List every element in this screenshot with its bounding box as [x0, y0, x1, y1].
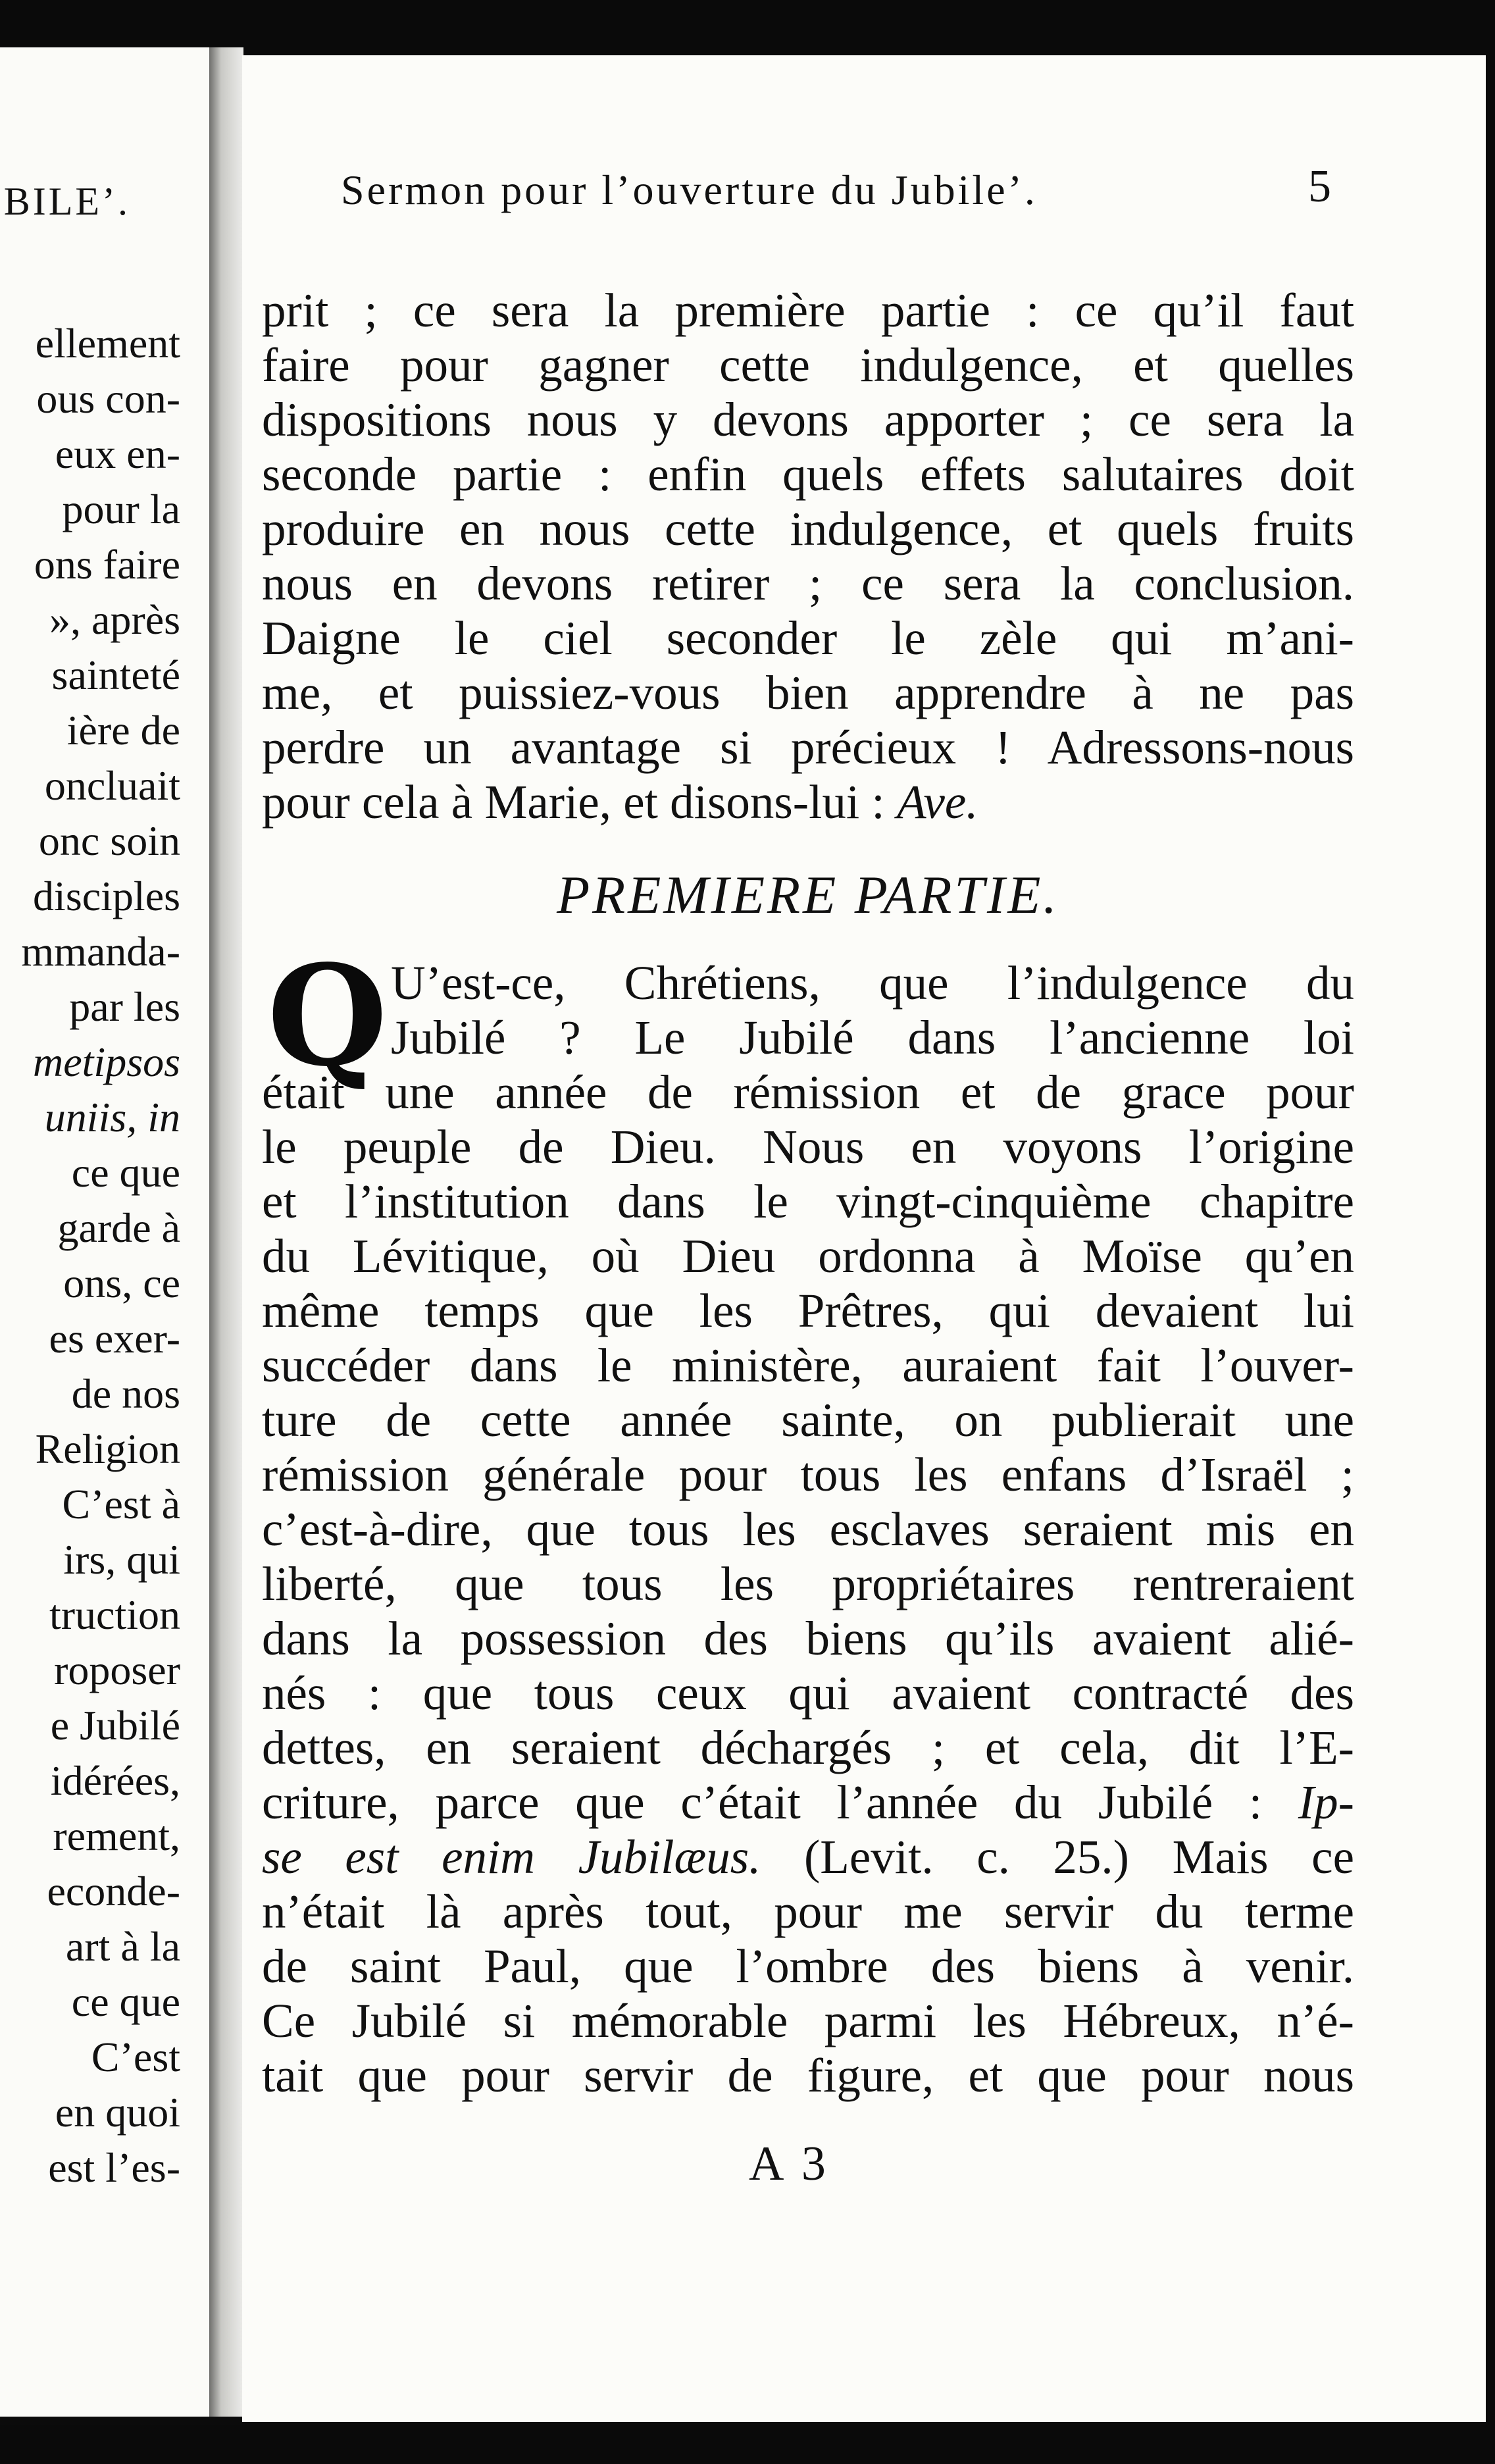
- scan-border-right: [1486, 0, 1495, 2464]
- intro-last-line: [262, 775, 1354, 829]
- left-page-text: [0, 316, 180, 2195]
- text-line: prit ; ce sera la première partie : ce qu’il faut: [262, 284, 1354, 337]
- left-text-line: Religion: [35, 1425, 180, 1472]
- text-line: Jubilé ? Le Jubilé dans l’ancienne loi: [391, 1011, 1354, 1064]
- left-text-line: en quoi: [55, 2089, 180, 2136]
- scan-border-bottom: [0, 2425, 1495, 2464]
- text-line: était une année de rémission et de grace pour: [262, 1065, 1354, 1119]
- text-line: du Lévitique, où Dieu ordonna à Moïse qu’en: [262, 1229, 1354, 1283]
- left-text-line: ellement: [35, 320, 180, 367]
- left-text-line: est l’es-: [48, 2144, 180, 2191]
- body-line-text: criture, parce que c’était l’année du Jubilé :: [262, 1776, 1263, 1829]
- drop-cap-lines: [262, 956, 1354, 1065]
- citation: (Levit. c. 25.) Mais ce: [803, 1830, 1354, 1884]
- text-line: produire en nous cette indulgence, et quels fruits: [262, 502, 1354, 555]
- text-line: perdre un avantage si précieux ! Adressons-nous: [262, 721, 1354, 774]
- left-text-line: ce que: [71, 1149, 180, 1196]
- left-text-line: », après: [49, 596, 180, 643]
- text-line: Ce Jubilé si mémorable parmi les Hébreux, n’é-: [262, 1994, 1354, 2047]
- left-text-line: art à la: [65, 1923, 180, 1970]
- left-text-line: ière de: [66, 707, 180, 754]
- left-text-line: truction: [49, 1591, 180, 1638]
- text-line: seconde partie : enfin quels effets salutaires doit: [262, 448, 1354, 501]
- left-text-line: econde-: [47, 1868, 180, 1914]
- ave-word: Ave.: [896, 775, 978, 829]
- left-text-line: sainteté: [51, 652, 180, 698]
- text-line: même temps que les Prêtres, qui devaient lui: [262, 1284, 1354, 1337]
- left-text-line: pour la: [62, 486, 180, 532]
- left-text-line: oncluait: [44, 762, 180, 809]
- left-text-line: C’est: [91, 2034, 180, 2080]
- left-text-line: rement,: [53, 1812, 180, 1859]
- text-line: n’était là après tout, pour me servir du terme: [262, 1885, 1354, 1938]
- text-line: de saint Paul, que l’ombre des biens à venir.: [262, 1939, 1354, 1993]
- left-page-fragment: [0, 47, 213, 2417]
- left-text-line: onc soin: [38, 817, 180, 864]
- left-text-line: idérées,: [50, 1757, 180, 1804]
- text-line: rémission générale pour tous les enfans d’Israël ;: [262, 1448, 1354, 1501]
- left-running-head: BILE’.: [3, 180, 130, 223]
- text-line: nés : que tous ceux qui avaient contracté des: [262, 1666, 1354, 1720]
- recto-page: [242, 55, 1486, 2422]
- left-text-line: ons, ce: [63, 1260, 180, 1306]
- text-line: U’est-ce, Chrétiens, que l’indulgence du: [391, 956, 1354, 1010]
- text-line: tait que pour servir de figure, et que pour nous: [262, 2049, 1354, 2102]
- text-line: me, et puissiez-vous bien apprendre à ne pas: [262, 666, 1354, 719]
- text-line: nous en devons retirer ; ce sera la conclusion.: [262, 557, 1354, 610]
- left-text-line: par les: [69, 983, 180, 1030]
- text-line: Daigne le ciel seconder le zèle qui m’ani-: [262, 611, 1354, 665]
- left-text-line: roposer: [54, 1647, 180, 1693]
- paragraph-lines: [262, 1065, 1354, 1775]
- text-line: dettes, en seraient déchargés ; et cela, dit l’E-: [262, 1721, 1354, 1774]
- left-text-line: eux en-: [55, 430, 180, 477]
- left-text-line: irs, qui: [63, 1536, 180, 1583]
- running-head: Sermon pour l’ouverture du Jubile’.: [341, 167, 1038, 213]
- first-paragraph: [262, 935, 1354, 2103]
- left-text-line: C’est à: [62, 1481, 180, 1527]
- left-text-line: uniis, in: [44, 1094, 180, 1141]
- body-text: [262, 283, 1354, 2103]
- text-line: faire pour gagner cette indulgence, et quelles: [262, 338, 1354, 392]
- latin-quote-end: se est enim Jubilæus.: [262, 1830, 761, 1884]
- left-text-line: ous con-: [36, 375, 180, 422]
- left-text-line: garde à: [57, 1204, 180, 1251]
- left-text-line: disciples: [33, 873, 180, 919]
- text-line: c’est-à-dire, que tous les esclaves seraient mis en: [262, 1502, 1354, 1556]
- page-number: 5: [1308, 161, 1331, 212]
- text-line: liberté, que tous les propriétaires rentreraient: [262, 1557, 1354, 1610]
- intro-paragraph: [262, 283, 1354, 775]
- latin-quote-start: Ip-: [1298, 1776, 1354, 1829]
- left-text-line: es exer-: [49, 1315, 180, 1362]
- intro-last-text: pour cela à Marie, et disons-lui :: [262, 775, 885, 829]
- left-text-line: metipsos: [33, 1039, 180, 1085]
- paragraph-lines-continued: [262, 1884, 1354, 2103]
- drop-cap-initial: Q: [267, 935, 388, 1097]
- text-line: dans la possession des biens qu’ils avaient alié-: [262, 1612, 1354, 1665]
- text-line: et l’institution dans le vingt-cinquième chapitre: [262, 1175, 1354, 1228]
- text-line: ture de cette année sainte, on publierait une: [262, 1393, 1354, 1447]
- book-gutter: [209, 47, 243, 2417]
- latin-line-a: [262, 1775, 1354, 1830]
- left-text-line: mmanda-: [21, 928, 180, 975]
- left-text-line: ons faire: [34, 541, 180, 588]
- latin-line-b: [262, 1830, 1354, 1884]
- left-text-line: de nos: [71, 1370, 180, 1417]
- text-line: le peuple de Dieu. Nous en voyons l’origine: [262, 1120, 1354, 1173]
- left-text-line: ce que: [71, 1978, 180, 2025]
- text-line: succéder dans le ministère, auraient fait l’ouver-: [262, 1339, 1354, 1392]
- text-line: dispositions nous y devons apporter ; ce sera la: [262, 393, 1354, 446]
- left-text-line: e Jubilé: [50, 1702, 180, 1749]
- signature-mark: A 3: [749, 2137, 830, 2191]
- section-title: PREMIERE PARTIE.: [557, 865, 1059, 925]
